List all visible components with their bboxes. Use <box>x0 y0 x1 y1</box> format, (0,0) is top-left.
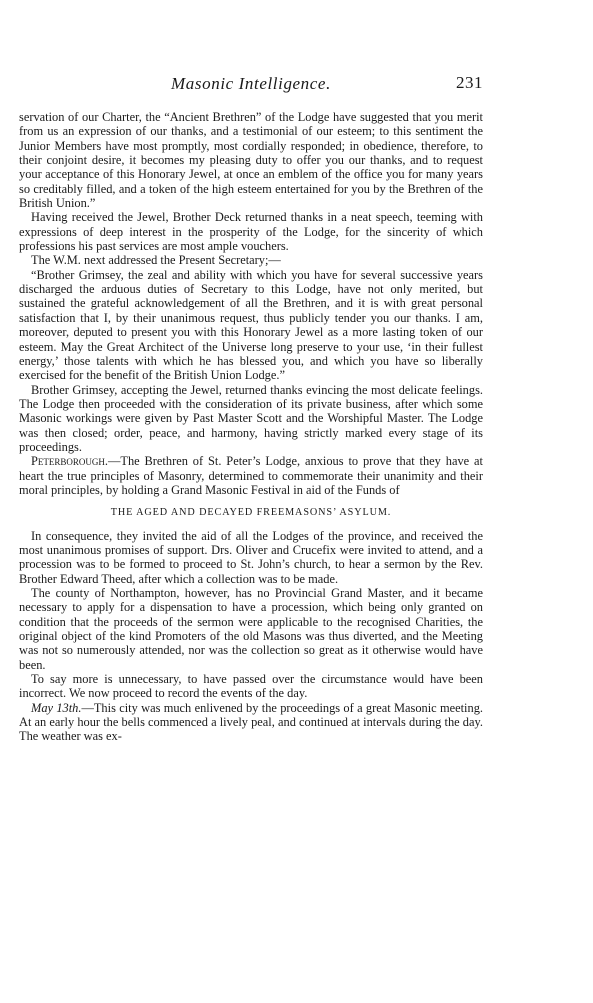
paragraph-northampton: The county of Northampton, however, has no Provincial Grand Master, and it became necessary to apply for a dispensation to have a procession, which being only granted on condition that the proceeds of the sermon were applicable to the recognised Charities, the original object of the kind Promoters of the old Masons was thus diverted, and the Meeting was not so numerously attended, nor was the collection so great as it otherwise would have been. <box>19 586 483 672</box>
page-number: 231 <box>456 73 483 92</box>
paragraph-consequence: In consequence, they invited the aid of all the Lodges of the province, and received the most unanimous promises of support. Drs. Oliver and Crucefix were invited to attend, and a procession was to be formed to proceed to St. John’s church, to hear a sermon by the Rev. Brother Edward Theed, after which a collection was to be made. <box>19 528 483 586</box>
paragraph-unnecessary: To say more is unnecessary, to have passed over the circumstance would have been incorrect. We now proceed to record the events of the day. <box>19 672 483 701</box>
peterborough-text: —The Brethren of St. Peter’s Lodge, anxious to prove that they have at heart the true principles of Masonry, determined to commemorate their unanimity and their moral principles, by holding a Grand Masonic Festival in aid of the Funds of <box>19 454 483 497</box>
section-heading-asylum: THE AGED AND DECAYED FREEMASONS’ ASYLUM. <box>110 507 392 519</box>
paragraph-peterborough <box>19 454 483 497</box>
paragraph-grimsey-response: Brother Grimsey, accepting the Jewel, returned thanks evincing the most delicate feelings. The Lodge then proceeded with the consideration of its private business, after which some Masonic workings were given by Past Master Scott and the Worshipful Master. The Lodge was then closed; order, peace, and harmony, having strictly marked every stage of its proceedings. <box>19 382 483 454</box>
running-head: Masonic Intelligence. <box>171 74 331 93</box>
article-body <box>19 110 483 744</box>
page-header <box>19 74 483 96</box>
may-13th-text: —This city was much enlivened by the proceedings of a great Masonic meeting. At an early hour the bells commenced a lively peal, and continued at intervals during the day. The weather was ex- <box>19 700 483 744</box>
paragraph-address-secretary: The W.M. next addressed the Present Secretary;— <box>31 253 281 268</box>
paragraph-may-13th <box>19 701 483 744</box>
paragraph-grimsey-address: “Brother Grimsey, the zeal and ability with which you have for several successive years discharged the arduous duties of Secretary to this Lodge, have not only merited, but sustained the grateful acknowledgement of all the Brethren, and it is with great personal satisfaction that I, by their unanimous request, thus publicly tender you our thanks. I am, moreover, deputed to present you with this Honorary Jewel as a more lasting token of our esteem. May the Great Architect of the Universe long preserve to your use, ‘in their fullest energy,’ those talents with which he has blessed you, and which you have so liberally exercised for the benefit of the British Union Lodge.” <box>19 267 483 383</box>
paragraph-charter-continuation: servation of our Charter, the “Ancient Brethren” of the Lodge have suggested that you merit from us an expression of our thanks, and a testimonial of our esteem; to this sentiment the Junior Members have most promptly, most cordially responded; in obedience, therefore, to their conjoint desire, it becomes my pleasing duty to offer you our thanks, and to request your acceptance of this Honorary Jewel, at once an emblem of the office you for many years so creditably filled, and a token of the high esteem entertained for you by the Brethren of the British Union.” <box>19 110 483 211</box>
paragraph-jewel-received: Having received the Jewel, Brother Deck returned thanks in a neat speech, teeming with expressions of deep interest in the prosperity of the Lodge, for the sincerity of which professions his past services are most ample vouchers. <box>19 210 483 254</box>
place-name-peterborough: Peterborough. <box>31 454 108 469</box>
date-may-13th: May 13th. <box>31 700 82 715</box>
